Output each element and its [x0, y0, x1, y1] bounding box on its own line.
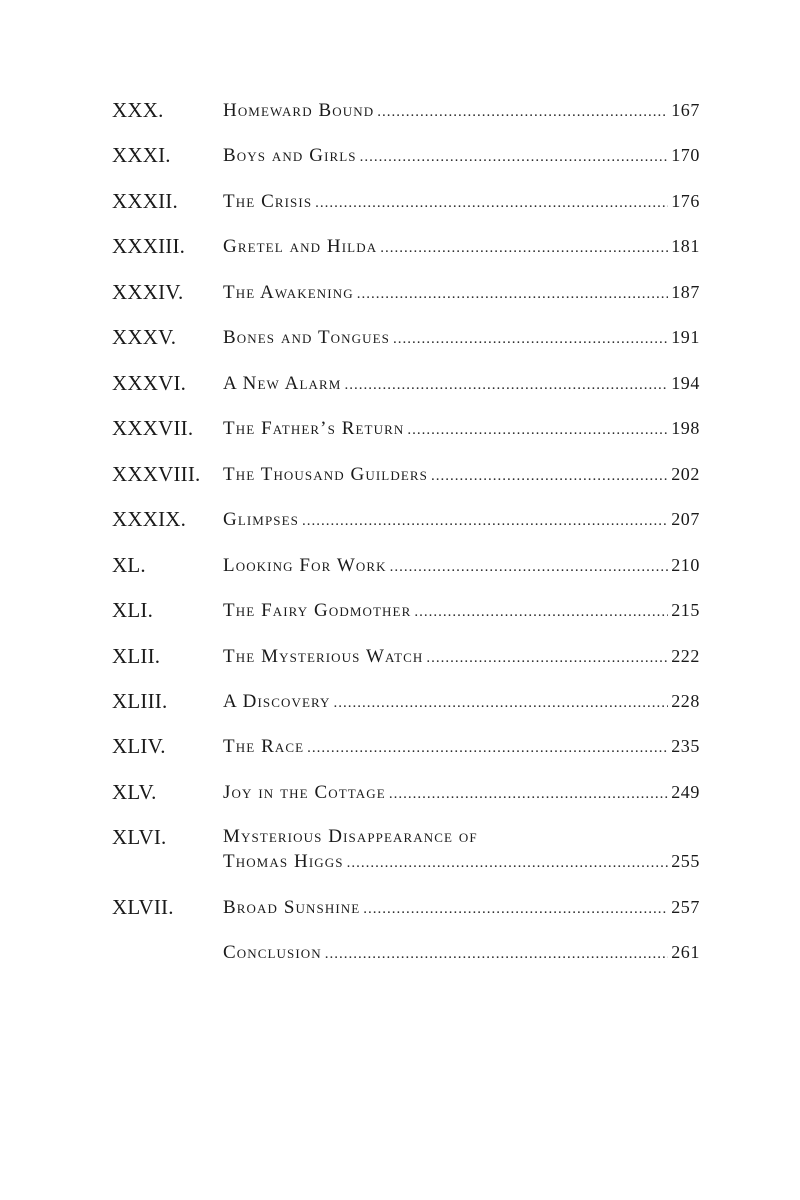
chapter-line [223, 277, 700, 307]
page-number: 235 [671, 736, 700, 756]
toc-entry [112, 413, 700, 443]
chapter-numeral: XXXIX. [112, 507, 187, 531]
page-number: 198 [671, 418, 700, 438]
chapter-line [223, 95, 700, 125]
toc-entry [112, 550, 700, 580]
toc-entry [112, 231, 700, 261]
toc-entry [112, 777, 700, 807]
toc-entry [112, 892, 700, 922]
chapter-line [223, 231, 700, 261]
dot-leader [363, 894, 668, 924]
chapter-title: Glimpses [223, 509, 299, 530]
chapter-title: The Thousand Guilders [223, 464, 428, 485]
chapter-title: A New Alarm [223, 373, 342, 394]
toc-entry [112, 140, 700, 170]
chapter-title: Thomas Higgs [223, 851, 344, 872]
dot-leader [302, 506, 668, 536]
chapter-line [223, 686, 700, 716]
toc-entry [112, 95, 700, 125]
page-number: 228 [671, 691, 700, 711]
toc-entry [112, 641, 700, 671]
page-number: 257 [671, 897, 700, 917]
dot-leader [431, 461, 668, 491]
chapter-line [223, 937, 700, 967]
page-number: 210 [671, 555, 700, 575]
chapter-line [223, 595, 700, 625]
page-number: 222 [671, 646, 700, 666]
chapter-numeral: XLV. [112, 780, 157, 804]
chapter-title: The Race [223, 736, 305, 757]
chapter-numeral: XXXVII. [112, 416, 194, 440]
chapter-title-first-line: Mysterious Disappearance of [223, 826, 478, 847]
toc-entry [112, 186, 700, 216]
dot-leader [325, 939, 668, 969]
chapter-numeral: XXXIV. [112, 280, 184, 304]
dot-leader [390, 552, 669, 582]
chapter-line [223, 140, 700, 170]
chapter-title: The Awakening [223, 282, 354, 303]
chapter-title: The Fairy Godmother [223, 600, 412, 621]
page-number: 249 [671, 782, 700, 802]
chapter-line [223, 892, 700, 922]
chapter-title: Looking For Work [223, 555, 387, 576]
dot-leader [393, 324, 668, 354]
page-number: 181 [671, 236, 700, 256]
chapter-numeral: XLVI. [112, 825, 167, 849]
chapter-line [223, 322, 700, 352]
toc-entry [112, 686, 700, 716]
chapter-title: Bones and Tongues [223, 327, 390, 348]
page-number: 202 [671, 464, 700, 484]
dot-leader [380, 233, 668, 263]
toc-entry [112, 937, 700, 967]
chapter-title: Conclusion [223, 942, 322, 963]
chapter-title: Joy in the Cottage [223, 782, 386, 803]
dot-leader [377, 97, 668, 127]
chapter-title: A Discovery [223, 691, 331, 712]
toc-entry [112, 459, 700, 489]
chapter-line [223, 368, 700, 398]
chapter-numeral: XXXVIII. [112, 462, 201, 486]
page-number: 215 [671, 600, 700, 620]
chapter-numeral: XLVII. [112, 895, 174, 919]
page-number: 187 [671, 282, 700, 302]
dot-leader [407, 415, 668, 445]
page-number: 191 [671, 327, 700, 347]
chapter-line [223, 459, 700, 489]
toc-entry [112, 731, 700, 761]
chapter-line [223, 777, 700, 807]
toc-entry [112, 368, 700, 398]
chapter-numeral: XXXIII. [112, 234, 186, 258]
chapter-line [223, 550, 700, 580]
chapter-title: Boys and Girls [223, 145, 357, 166]
chapter-line [223, 413, 700, 443]
toc-entry [112, 277, 700, 307]
chapter-line [223, 641, 700, 671]
page-number: 207 [671, 509, 700, 529]
chapter-title: The Mysterious Watch [223, 646, 424, 667]
chapter-title: The Crisis [223, 191, 313, 212]
chapter-numeral: XXX. [112, 98, 164, 122]
chapter-numeral: XXXVI. [112, 371, 187, 395]
chapter-title: The Father’s Return [223, 418, 405, 439]
page-number: 167 [671, 100, 700, 120]
chapter-line [223, 846, 700, 876]
page-number: 194 [671, 373, 700, 393]
dot-leader [307, 733, 668, 763]
chapter-numeral: XXXI. [112, 143, 171, 167]
chapter-line [223, 504, 700, 534]
page-number: 170 [671, 145, 700, 165]
dot-leader [334, 688, 669, 718]
dot-leader [347, 848, 669, 878]
page-number: 176 [671, 191, 700, 211]
toc-entry [112, 822, 700, 876]
page-number: 255 [671, 851, 700, 871]
page-number: 261 [671, 942, 700, 962]
dot-leader [389, 779, 668, 809]
chapter-numeral: XLI. [112, 598, 154, 622]
chapter-title: Homeward Bound [223, 100, 375, 121]
dot-leader [315, 188, 668, 218]
dot-leader [414, 597, 668, 627]
toc-entry [112, 595, 700, 625]
chapter-title: Gretel and Hilda [223, 236, 378, 257]
dot-leader [426, 643, 668, 673]
chapter-numeral: XXXII. [112, 189, 178, 213]
chapter-numeral: XLIV. [112, 734, 166, 758]
chapter-numeral: XL. [112, 553, 146, 577]
dot-leader [360, 142, 669, 172]
dot-leader [357, 279, 668, 309]
chapter-numeral: XLIII. [112, 689, 168, 713]
chapter-title: Broad Sunshine [223, 897, 361, 918]
chapter-numeral: XXXV. [112, 325, 177, 349]
dot-leader [344, 370, 668, 400]
chapter-line [223, 186, 700, 216]
toc-entry [112, 504, 700, 534]
chapter-numeral: XLII. [112, 644, 161, 668]
chapter-line [223, 731, 700, 761]
toc-entry [112, 322, 700, 352]
